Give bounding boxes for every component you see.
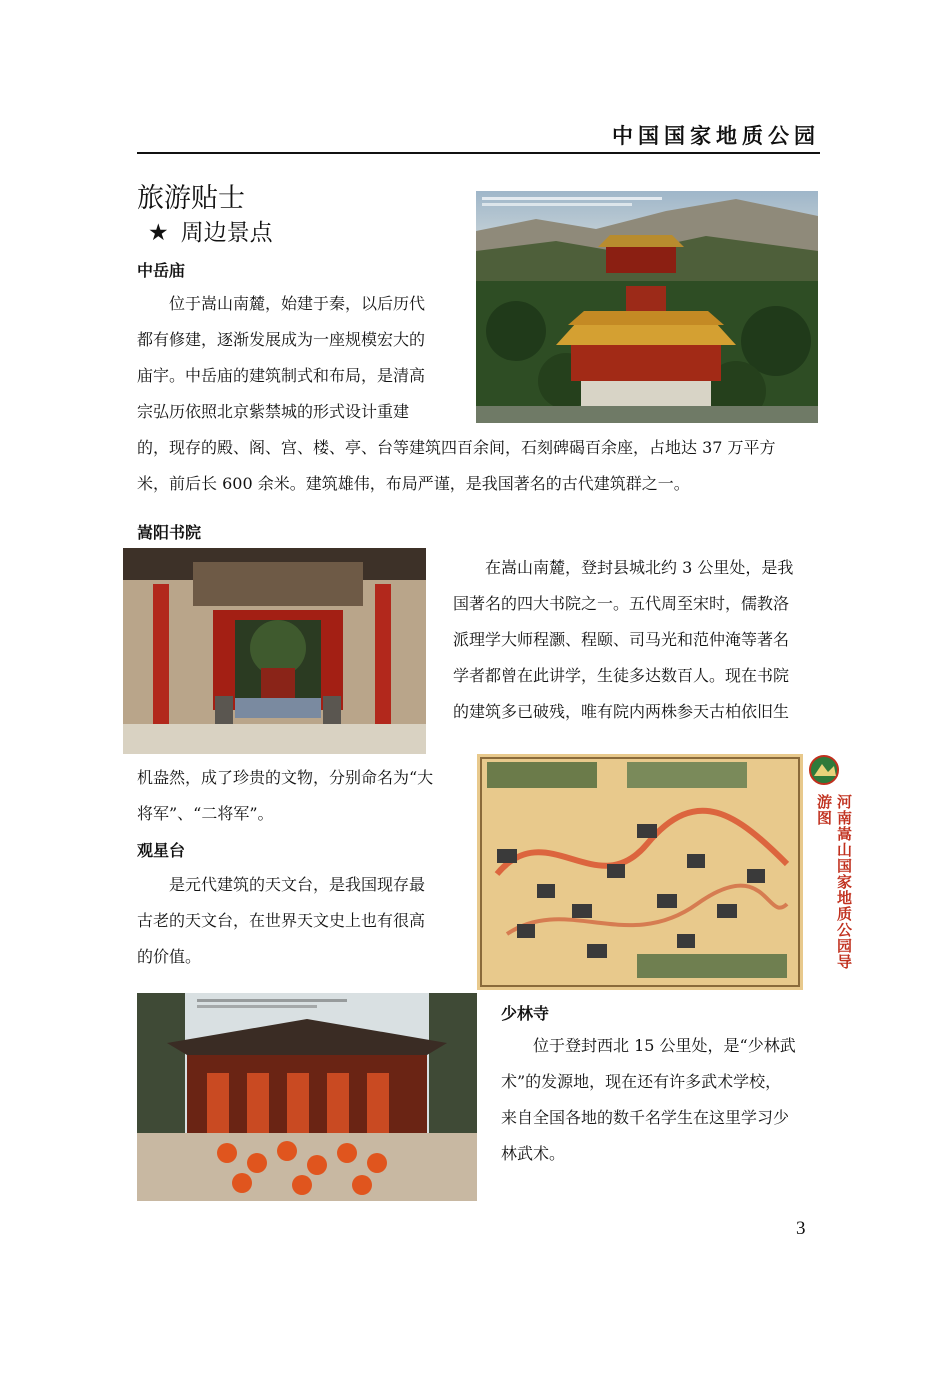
page-number: 3 [796, 1218, 806, 1239]
page-title: 旅游贴士 [137, 183, 245, 214]
text-line: 学者都曾在此讲学，生徒多达数百人。现在书院 [453, 666, 790, 685]
photo-shaolin-temple [137, 993, 477, 1201]
paragraph-songyang-right [453, 550, 793, 730]
photo-songyang-academy [123, 548, 426, 754]
text-line: 在嵩山南麓，登封县城北约 3 公里处，是我 [453, 558, 794, 577]
text-line: 术”的发源地，现在还有许多武术学校， [501, 1072, 782, 1091]
header-rule [137, 152, 820, 154]
text-line: 宗弘历依照北京紫禁城的形式设计重建 [137, 402, 410, 421]
text-line: 林武术。 [501, 1144, 566, 1163]
text-line: 古老的天文台，在世界天文史上也有很高 [137, 911, 426, 930]
text-line: 国著名的四大书院之一。五代周至宋时，儒教洛 [453, 594, 790, 613]
heading-songyang: 嵩阳书院 [137, 523, 202, 542]
heading-zhongyue: 中岳庙 [137, 261, 186, 280]
text-line: 将军”、“二将军”。 [137, 804, 274, 823]
text-line: 米，前后长 600 余米。建筑雄伟，布局严谨，是我国著名的古代建筑群之一。 [137, 474, 690, 493]
park-logo-icon [808, 754, 840, 794]
map-vertical-title [808, 754, 853, 990]
text-line: 位于嵩山南麓，始建于秦，以后历代 [137, 294, 426, 313]
heading-shaolin: 少林寺 [501, 1004, 550, 1023]
text-line: 是元代建筑的天文台，是我国现存最 [137, 875, 426, 894]
text-line: 机盎然，成了珍贵的文物，分别命名为“大 [137, 768, 434, 787]
text-line: 庙宇。中岳庙的建筑制式和布局，是清高 [137, 366, 426, 385]
text-line: 都有修建，逐渐发展成为一座规模宏大的 [137, 330, 426, 349]
text-line: 来自全国各地的数千名学生在这里学习少 [501, 1108, 790, 1127]
paragraph-guanxing [137, 867, 425, 975]
photo-zhongyue-temple [476, 191, 818, 423]
park-map-image [477, 754, 803, 990]
text-line: 位于登封西北 15 公里处，是“少林武 [501, 1036, 796, 1055]
map-title-text: 河南嵩山国家地质公园导游图 [815, 794, 853, 970]
paragraph-shaolin [501, 1028, 796, 1172]
paragraph-songyang-left [137, 760, 433, 832]
text-line: 的，现存的殿、阁、宫、楼、亭、台等建筑四百余间，石刻碑碣百余座，占地达 37 万平方 [137, 438, 776, 457]
star-icon: ★ [148, 220, 169, 246]
text-line: 派理学大师程灏、程颐、司马光和范仲淹等著名 [453, 630, 790, 649]
header-title: 中国国家地质公园 [612, 124, 820, 148]
heading-guanxing: 观星台 [137, 841, 186, 860]
section-subtitle [148, 214, 273, 247]
text-line: 的价值。 [137, 947, 202, 966]
subtitle-text: 周边景点 [180, 220, 273, 246]
text-line: 的建筑多已破残，唯有院内两株参天古柏依旧生 [453, 702, 790, 721]
